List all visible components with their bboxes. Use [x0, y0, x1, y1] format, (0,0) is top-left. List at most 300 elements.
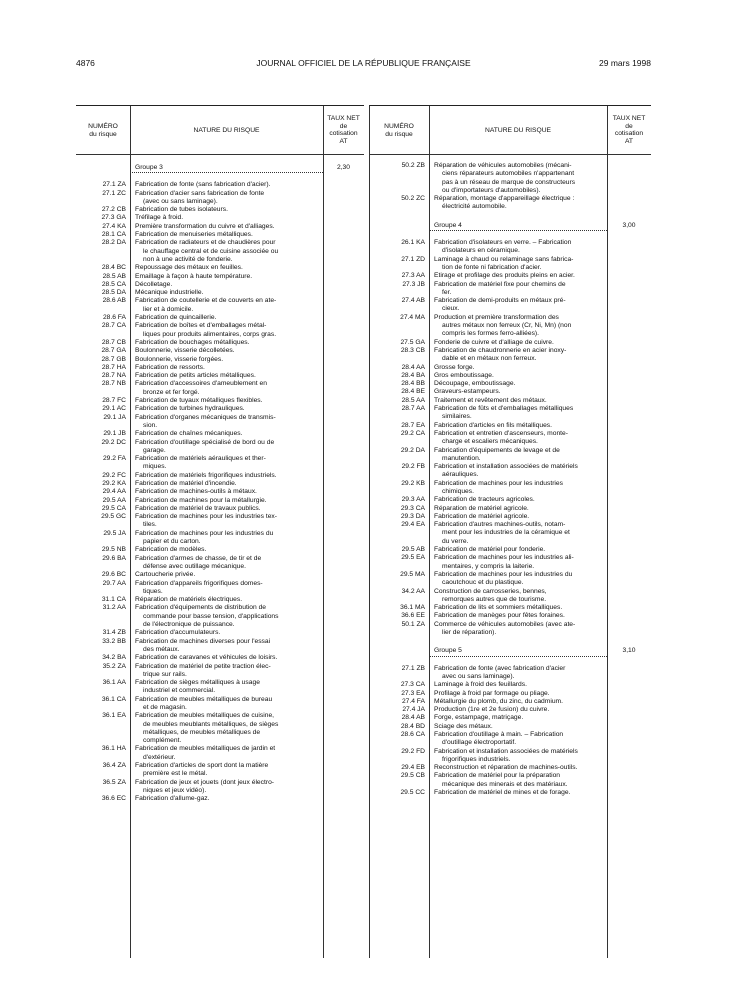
risk-code: 29.5 AA: [102, 496, 126, 504]
table-row: [76, 339, 364, 347]
risk-code: 27.5 GA: [400, 338, 425, 346]
risk-nature-line: tion de fonte ni fabrication d'acier.: [442, 263, 542, 271]
risk-code: 29.4 EB: [401, 764, 425, 772]
risk-code: 28.7 NB: [101, 380, 126, 388]
risk-code: 29.5 JA: [103, 529, 126, 537]
risk-nature-line: et de magasin.: [143, 704, 187, 711]
risk-code: 28.3 CB: [400, 346, 425, 354]
table-row: [76, 654, 364, 662]
risk-nature: [429, 546, 607, 554]
risk-nature: [429, 397, 607, 405]
risk-table-left: [76, 105, 364, 958]
risk-nature: [429, 162, 607, 195]
rate-cell: [323, 439, 364, 456]
risk-nature-line: aérauliques.: [442, 471, 479, 479]
table-row: [76, 663, 364, 680]
header-code-line1: NUMÉRO: [88, 123, 118, 130]
rate-cell: [323, 430, 364, 438]
risk-nature-line: Profilage à froid par formage ou pliage.: [434, 689, 550, 697]
risk-nature-line: Fabrication de machines pour la métallurgie.: [135, 496, 267, 504]
risk-nature-line: miques.: [143, 463, 167, 471]
risk-nature-line: d'extérieur.: [143, 753, 176, 761]
rate-cell: [323, 546, 364, 554]
risk-nature: [130, 380, 323, 397]
table-row: [76, 679, 364, 696]
risk-nature-line: Etirage et profilage des produits pleins en acier.: [434, 272, 575, 280]
risk-nature: [130, 347, 323, 355]
risk-nature-line: fer.: [442, 288, 452, 296]
risk-code: 28.4 BC: [101, 264, 126, 272]
table-row: [76, 405, 364, 413]
risk-nature-line: Réparation, montage d'appareillage électrique :: [434, 195, 575, 203]
risk-nature-line: défense avec outillage mécanique.: [143, 562, 246, 570]
risk-code: 28.7 NA: [101, 372, 126, 380]
risk-nature-line: Réparation de matériel agricole.: [434, 504, 529, 512]
rate-cell: [607, 698, 651, 706]
table-row: [76, 555, 364, 572]
risk-nature-line: mentaires, y compris la laiterie.: [442, 562, 535, 570]
risk-nature-line: Grosse forge.: [434, 363, 475, 371]
table-body: [76, 162, 364, 804]
risk-code: 29.5 MA: [400, 570, 425, 578]
table-row: [369, 690, 651, 698]
rate-cell: [323, 231, 364, 239]
risk-nature-line: Boulonnerie, visserie décolletées.: [135, 347, 235, 355]
risk-nature-line: Fabrication de matériel d'incendie.: [135, 479, 237, 487]
rate-cell: [323, 779, 364, 796]
table-row: [369, 162, 651, 195]
risk-code: 28.4 AA: [401, 363, 425, 371]
risk-nature-line: Fabrication de turbines hydrauliques.: [135, 405, 245, 413]
risk-code: 29.4 AA: [102, 488, 126, 496]
table-row: [76, 530, 364, 547]
header-nature: NATURE DU RISQUE: [193, 127, 260, 134]
risk-nature-line: Boulonnerie, visserie forgées.: [135, 355, 224, 363]
risk-nature: [130, 546, 323, 554]
table-row: [369, 714, 651, 722]
risk-code: 27.1 ZC: [102, 189, 126, 197]
risk-code: 27.4 AB: [401, 297, 425, 305]
risk-nature-line: Fabrication de radiateurs et de chaudières pour: [135, 239, 276, 247]
table-row: [369, 405, 651, 422]
risk-code: 28.1 CA: [101, 231, 126, 239]
risk-code: 29.2 FC: [102, 471, 126, 479]
risk-nature: [130, 181, 323, 189]
risk-nature: [130, 604, 323, 629]
rate-cell: [607, 764, 651, 772]
table-row: [76, 762, 364, 779]
risk-nature: [130, 513, 323, 530]
risk-nature-line: chimiques.: [442, 487, 474, 495]
risk-nature-line: complément.: [143, 737, 182, 745]
table-row: [369, 554, 651, 571]
risk-nature: [429, 789, 607, 797]
rate-cell: [323, 513, 364, 530]
rate-cell: [607, 521, 651, 546]
rate-cell: [607, 604, 651, 612]
risk-nature-line: Fabrication de matériel pour fonderie.: [434, 546, 546, 554]
rate-cell: [323, 264, 364, 272]
risk-nature: [429, 521, 607, 546]
risk-code: 36.1 MA: [400, 604, 425, 612]
risk-nature-line: Reconstruction et réparation de machines-outils.: [434, 764, 578, 772]
journal-title: JOURNAL OFFICIEL DE LA RÉPUBLIQUE FRANÇAISE: [256, 58, 471, 68]
rate-cell: [323, 488, 364, 496]
spacer: [369, 637, 651, 645]
risk-nature: [130, 281, 323, 289]
risk-nature-line: Fabrication de matériel agricole.: [434, 512, 530, 520]
table-row: [369, 480, 651, 497]
risk-nature: [429, 748, 607, 765]
risk-nature-line: Tréfilage à froid.: [135, 214, 184, 222]
risk-code: 29.5 NB: [101, 546, 126, 554]
risk-nature-line: Fabrication de matériel de travaux publics.: [135, 504, 261, 512]
risk-code: 29.4 EA: [401, 521, 425, 529]
risk-nature: [130, 372, 323, 380]
risk-nature-line: Fabrication de meubles métalliques de cuisine,: [135, 712, 275, 720]
risk-nature-line: Fabrication de machines pour les industries ali-: [434, 554, 574, 562]
group-row: [76, 164, 364, 173]
header-rate-line3: cotisation: [329, 130, 358, 138]
risk-code: 36.1 AA: [102, 679, 126, 687]
risk-nature-line: Forge, estampage, matriçage.: [434, 714, 524, 722]
table-row: [76, 273, 364, 281]
table-row: [76, 347, 364, 355]
header-code-line1: NUMÉRO: [384, 123, 414, 130]
risk-nature: [130, 264, 323, 272]
rate-cell: [323, 795, 364, 803]
rate-cell: [607, 588, 651, 605]
risk-nature-line: Fabrication de lits et sommiers métalliques.: [434, 604, 563, 612]
rate-cell: [323, 480, 364, 488]
rate-cell: [607, 714, 651, 722]
risk-code: 29.2 FA: [102, 455, 126, 463]
risk-nature: [130, 638, 323, 655]
group-rate: 3,10: [622, 647, 636, 655]
rate-cell: [323, 455, 364, 472]
risk-nature-line: Fabrication d'acier sans fabrication de fonte: [135, 189, 265, 197]
risk-nature: [130, 239, 323, 264]
risk-nature-line: Fabrication de boîtes et d'emballages métal-: [135, 322, 267, 330]
risk-nature-line: dable et en métaux non ferreux.: [442, 355, 537, 363]
table-row: [369, 297, 651, 314]
table-row: [76, 488, 364, 496]
risk-nature-line: Fabrication de sièges métalliques à usage: [135, 679, 260, 687]
table-row: [369, 388, 651, 396]
table-row: [369, 380, 651, 388]
risk-code: 29.2 FD: [401, 747, 425, 755]
risk-nature-line: charge et escaliers mécaniques.: [442, 438, 538, 446]
table-row: [369, 681, 651, 689]
rate-cell: [607, 397, 651, 405]
table-row: [369, 447, 651, 464]
rate-cell: [607, 372, 651, 380]
risk-code: 50.1 ZA: [401, 620, 425, 628]
risk-nature: [130, 190, 323, 207]
rate-cell: [607, 731, 651, 748]
risk-code: 29.1 JA: [103, 413, 126, 421]
rate-cell: [607, 546, 651, 554]
risk-nature-line: (avec ou sans laminage).: [143, 197, 218, 205]
risk-code: 50.2 ZB: [401, 162, 425, 169]
risk-code: 29.2 CA: [400, 429, 425, 437]
risk-nature: [429, 554, 607, 571]
risk-code: 29.6 BA: [102, 554, 126, 562]
risk-nature-line: Mécanique industrielle.: [135, 289, 204, 297]
rate-cell: [607, 297, 651, 314]
table-row: [369, 546, 651, 554]
risk-nature-line: ciens réparateurs automobiles n'appartenant: [442, 170, 575, 178]
table-row: [369, 604, 651, 612]
table-row: [369, 496, 651, 504]
risk-nature-line: industriel et commercial.: [143, 687, 216, 695]
risk-code: 29.5 CA: [101, 504, 126, 512]
risk-nature: [130, 555, 323, 572]
table-row: [369, 521, 651, 546]
page-header: [76, 58, 651, 72]
risk-nature-line: Fabrication de tubes isolateurs.: [135, 206, 228, 214]
risk-nature-line: frigorifiques industriels.: [442, 755, 511, 763]
risk-code: 29.3 AA: [401, 496, 425, 504]
risk-nature-line: Fabrication de caravanes et véhicules de loisirs.: [135, 654, 278, 662]
risk-nature-line: tiques.: [143, 587, 163, 595]
risk-nature: [429, 281, 607, 298]
table-row: [76, 696, 364, 713]
rate-cell: [323, 339, 364, 347]
risk-nature: [429, 380, 607, 388]
risk-nature: [130, 339, 323, 347]
risk-nature-line: ment pour les industries de la céramique et: [442, 529, 570, 537]
risk-nature-line: Fabrication de fonte (sans fabrication d'acier).: [135, 181, 271, 189]
risk-nature-line: Fabrication de machines pour les industries du: [434, 570, 573, 578]
risk-nature-line: ou d'importateurs d'automobiles).: [442, 186, 541, 194]
risk-nature: [429, 772, 607, 789]
table-row: [369, 772, 651, 789]
risk-nature: [429, 612, 607, 620]
rate-cell: [607, 463, 651, 480]
table-row: [369, 706, 651, 714]
table-row: [369, 764, 651, 772]
risk-nature-line: Graveurs-estampeurs.: [434, 388, 501, 396]
risk-nature-line: autres métaux non ferreux (Cr, Ni, Mn) (non: [442, 322, 572, 330]
risk-nature-line: de l'électronique de puissance.: [143, 621, 235, 629]
rate-cell: [607, 422, 651, 430]
risk-code: 31.2 AA: [102, 604, 126, 612]
risk-nature: [130, 223, 323, 231]
rate-cell: [607, 723, 651, 731]
risk-nature-line: Fabrication de coutellerie et de couverts en ate-: [135, 297, 277, 305]
risk-code: 29.2 KA: [102, 479, 126, 487]
risk-nature-line: Fabrication de machines-outils à métaux.: [135, 488, 257, 496]
risk-nature-line: Fabrication de ressorts.: [135, 363, 205, 371]
risk-nature: [429, 195, 607, 212]
risk-nature: [130, 289, 323, 297]
table-row: [369, 314, 651, 339]
risk-nature-line: Repoussage des métaux en feuilles.: [135, 264, 243, 272]
risk-nature-line: Réparation de matériels électriques.: [135, 596, 243, 604]
table-row: [369, 372, 651, 380]
risk-code: 28.5 DA: [101, 289, 126, 297]
table-row: [76, 480, 364, 488]
rate-cell: [607, 405, 651, 422]
risk-code: 28.7 FC: [102, 397, 126, 405]
risk-nature-line: Fabrication d'accumulateurs.: [135, 629, 221, 637]
rate-cell: [323, 596, 364, 604]
risk-code: 29.2 DC: [101, 438, 126, 446]
rate-cell: [607, 789, 651, 797]
risk-nature-line: Réparation de véhicules automobiles (mécani-: [434, 162, 572, 169]
risk-code: 36.4 ZA: [102, 762, 126, 770]
rate-cell: [323, 289, 364, 297]
risk-nature: [130, 314, 323, 322]
table-row: [369, 347, 651, 364]
risk-nature-line: Fabrication d'allume-gaz.: [135, 795, 210, 803]
risk-nature-line: Fabrication de chaînes mécaniques.: [135, 430, 243, 438]
risk-nature: [429, 588, 607, 605]
risk-nature: [429, 405, 607, 422]
group-code-cell: [369, 647, 429, 656]
table-row: [76, 372, 364, 380]
risk-nature-line: Fabrication d'articles de sport dont la matière: [135, 762, 269, 770]
risk-nature-line: liques pour produits alimentaires, corps gras.: [143, 330, 277, 338]
rate-cell: [323, 696, 364, 713]
risk-code: 36.6 EE: [401, 612, 425, 620]
table-row: [76, 505, 364, 513]
table-row: [76, 206, 364, 214]
table-row: [369, 339, 651, 347]
risk-code: 33.2 BB: [102, 637, 126, 645]
risk-nature: [130, 214, 323, 222]
risk-code: 50.2 ZC: [401, 195, 425, 203]
table-row: [76, 297, 364, 314]
risk-code: 28.4 BE: [401, 388, 425, 396]
table-row: [369, 748, 651, 765]
risk-nature: [429, 723, 607, 731]
risk-code: 29.2 KB: [401, 479, 425, 487]
risk-code: 36.1 EA: [102, 712, 126, 720]
risk-code: 28.6 CA: [400, 731, 425, 738]
rate-cell: [607, 347, 651, 364]
table-row: [76, 190, 364, 207]
risk-code: 27.3 EA: [401, 689, 425, 697]
risk-code: 31.1 CA: [101, 596, 126, 604]
risk-nature: [429, 256, 607, 273]
rate-cell: [323, 580, 364, 597]
rate-cell: [607, 706, 651, 714]
risk-code: 26.1 KA: [401, 239, 425, 247]
risk-code: 28.4 BD: [400, 722, 425, 730]
rate-cell: [323, 530, 364, 547]
table-body: [369, 162, 651, 797]
table-row: [76, 414, 364, 431]
risk-code: 28.7 HA: [101, 363, 126, 371]
risk-code: 34.2 BA: [102, 654, 126, 662]
risk-code: 27.3 JB: [402, 280, 425, 288]
header-rate-line2: de: [625, 122, 633, 130]
table-row: [369, 430, 651, 447]
table-row: [76, 231, 364, 239]
risk-nature-line: Première transformation du cuivre et d'alliages.: [135, 222, 275, 230]
rate-cell: [607, 681, 651, 689]
risk-code: 28.5 CA: [101, 280, 126, 288]
table-row: [76, 264, 364, 272]
risk-code: 36.1 CA: [101, 695, 126, 703]
risk-code: 28.7 EA: [401, 421, 425, 429]
table-header: [76, 106, 364, 155]
table-row: [369, 505, 651, 513]
risk-nature-line: Fabrication de bouchages métalliques.: [135, 338, 250, 346]
risk-nature-line: Fabrication de matériel de mines et de forage.: [434, 789, 571, 797]
header-rate-line3: cotisation: [614, 130, 644, 138]
risk-code: 27.1 ZB: [401, 664, 425, 672]
table-row: [76, 638, 364, 655]
rate-cell: [323, 281, 364, 289]
risk-nature: [429, 496, 607, 504]
risk-code: 28.4 BB: [401, 380, 425, 388]
rate-cell: [607, 612, 651, 620]
risk-code: 27.4 MA: [400, 313, 425, 321]
rate-cell: [323, 663, 364, 680]
rate-cell: [607, 496, 651, 504]
risk-nature: [130, 472, 323, 480]
risk-code: 29.1 JB: [103, 430, 126, 438]
risk-nature: [429, 505, 607, 513]
rate-cell: [323, 181, 364, 189]
table-row: [76, 745, 364, 762]
table-row: [76, 439, 364, 456]
rate-cell: [607, 665, 651, 682]
rate-cell: [607, 513, 651, 521]
risk-nature-line: Fabrication de demi-produits en métaux pré-: [434, 297, 566, 305]
risk-nature: [130, 679, 323, 696]
rate-cell: [323, 397, 364, 405]
risk-nature-line: papier et du carton.: [143, 538, 201, 546]
risk-nature: [429, 239, 607, 256]
risk-code: 34.2 AA: [401, 587, 425, 595]
risk-nature-line: Fabrication de matériel de petite traction élec-: [135, 662, 271, 670]
risk-nature-line: d'outillage électroportatif.: [442, 739, 517, 747]
risk-code: 28.7 CB: [101, 338, 126, 346]
rate-cell: [323, 414, 364, 431]
risk-code: 31.4 ZB: [102, 629, 126, 637]
risk-code: 29.5 CC: [400, 789, 425, 797]
risk-code: 28.2 DA: [101, 239, 126, 247]
table-row: [369, 723, 651, 731]
table-row: [369, 621, 651, 638]
rate-cell: [607, 430, 651, 447]
risk-nature-line: Fabrication et installation associées de matériels: [434, 747, 578, 755]
table-row: [369, 256, 651, 273]
risk-nature-line: Fabrication d'équipements de distribution de: [135, 604, 267, 612]
risk-code: 29.2 DA: [400, 446, 425, 454]
table-row: [76, 455, 364, 472]
table-row: [76, 795, 364, 803]
risk-nature-line: Fabrication de machines pour les industries du: [135, 529, 274, 537]
risk-code: 28.4 AB: [401, 714, 425, 722]
risk-nature-line: Fabrication d'appareils frigorifiques domes-: [135, 579, 263, 587]
risk-code: 29.1 AC: [102, 405, 126, 413]
rate-cell: [323, 762, 364, 779]
risk-nature: [429, 714, 607, 722]
group-row: [369, 222, 651, 231]
risk-nature: [130, 414, 323, 431]
risk-nature: [130, 439, 323, 456]
risk-nature-line: Fabrication de menuiseries métalliques.: [135, 231, 253, 239]
rate-cell: [323, 497, 364, 505]
header-rate-line1: TAUX NET: [612, 115, 646, 122]
risk-nature-line: Sciage des métaux.: [434, 722, 493, 730]
risk-nature-line: Fabrication de petits articles métalliques.: [135, 372, 256, 380]
